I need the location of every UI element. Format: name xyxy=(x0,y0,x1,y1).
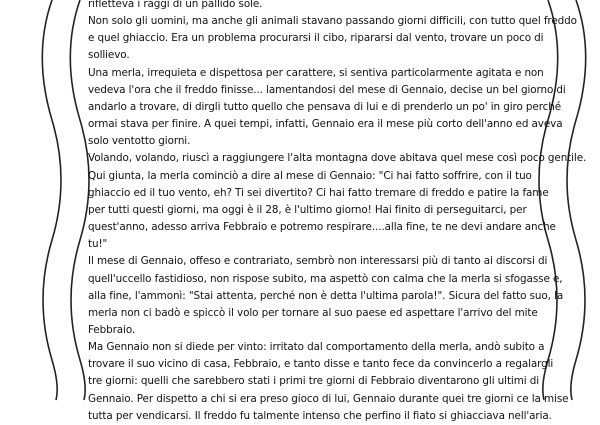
text-line: sollievo. xyxy=(88,49,130,62)
text-line: trovare il suo vicino di casa, Febbraio, e tanto disse e tanto fece da convincerlo a regalargli xyxy=(88,358,554,371)
text-line: tutta per vendicarsi. Il freddo fu talmente intenso che perfino il fiato si ghiacciava nell'aria. xyxy=(88,409,552,422)
text-line: solo ventotto giorni. xyxy=(88,135,191,148)
text-line: per tutti questi giorni, ma oggi è il 28, è l'ultimo giorno! Hai finito di perseguitarci, per xyxy=(88,203,527,216)
text-line: Il mese di Gennaio, offeso e contrariato, sembrò non interessarsi più di tanto ai discorsi di xyxy=(88,255,548,268)
text-line: tre giorni: quelli che sarebbero stati i primi tre giorni di Febbraio diventarono gli ultimi di xyxy=(88,375,540,388)
text-line: ghiaccio ed il tuo vento, eh? Ti sei divertito? Ci hai fatto tremare di freddo e patire la fame xyxy=(88,186,549,199)
text-line: rifletteva i raggi di un pallido sole. xyxy=(88,0,263,10)
text-line: Febbraio. xyxy=(88,323,136,336)
text-line: Non solo gli uomini, ma anche gli animali stavano passando giorni difficili, con tutto quel freddo xyxy=(88,15,577,28)
text-line: tu!" xyxy=(88,238,108,251)
text-line: Qui giunta, la merla cominciò a dire al mese di Gennaio: "Ci hai fatto soffrire, con il tuo xyxy=(88,169,532,182)
text-line: Volando, volando, riuscì a raggiungere l'alta montagna dove abitava quel mese così poco gentile. xyxy=(88,152,587,165)
text-line: Ma Gennaio non si diede per vinto: irritato dal comportamento della merla, andò subito a xyxy=(88,341,545,354)
text-line: ormai stava per finire. A quei tempi, infatti, Gennaio era il mese più corto dell'anno ed aveva xyxy=(88,118,563,131)
text-line: e quel ghiaccio. Era un problema procurarsi il cibo, ripararsi dal vento, trovare un poco di xyxy=(88,32,544,45)
text-line: quell'uccello fastidioso, non rispose subito, ma aspettò con calma che la merla si sfogasse e, xyxy=(88,272,563,285)
text-line: vedeva l'ora che il freddo finisse... lamentandosi del mese di Gennaio, decise un bel giorno di xyxy=(88,83,566,96)
text-line: quest'anno, adesso arriva Febbraio e potremo respirare....alla fine, te ne devi andare anche xyxy=(88,221,556,234)
text-line: alla fine, l'ammonì: "Stai attenta, perché non è detta l'ultima parola!". Sicura del fatto suo, la xyxy=(88,289,564,302)
text-line: Gennaio. Per dispetto a chi si era preso gioco di lui, Gennaio durante quei tre giorni ce la mise xyxy=(88,392,569,405)
text-line: merla non ci badò e spiccò il volo per tornare al suo paese ed aspettare l'arrivo del mite xyxy=(88,306,538,319)
story-text xyxy=(88,0,587,422)
text-line: Una merla, irrequieta e dispettosa per carattere, si sentiva particolarmente agitata e non xyxy=(88,66,544,79)
text-line: andarlo a trovare, di dirgli tutto quello che pensava di lui e di prenderlo un po' in giro perché xyxy=(88,100,562,113)
